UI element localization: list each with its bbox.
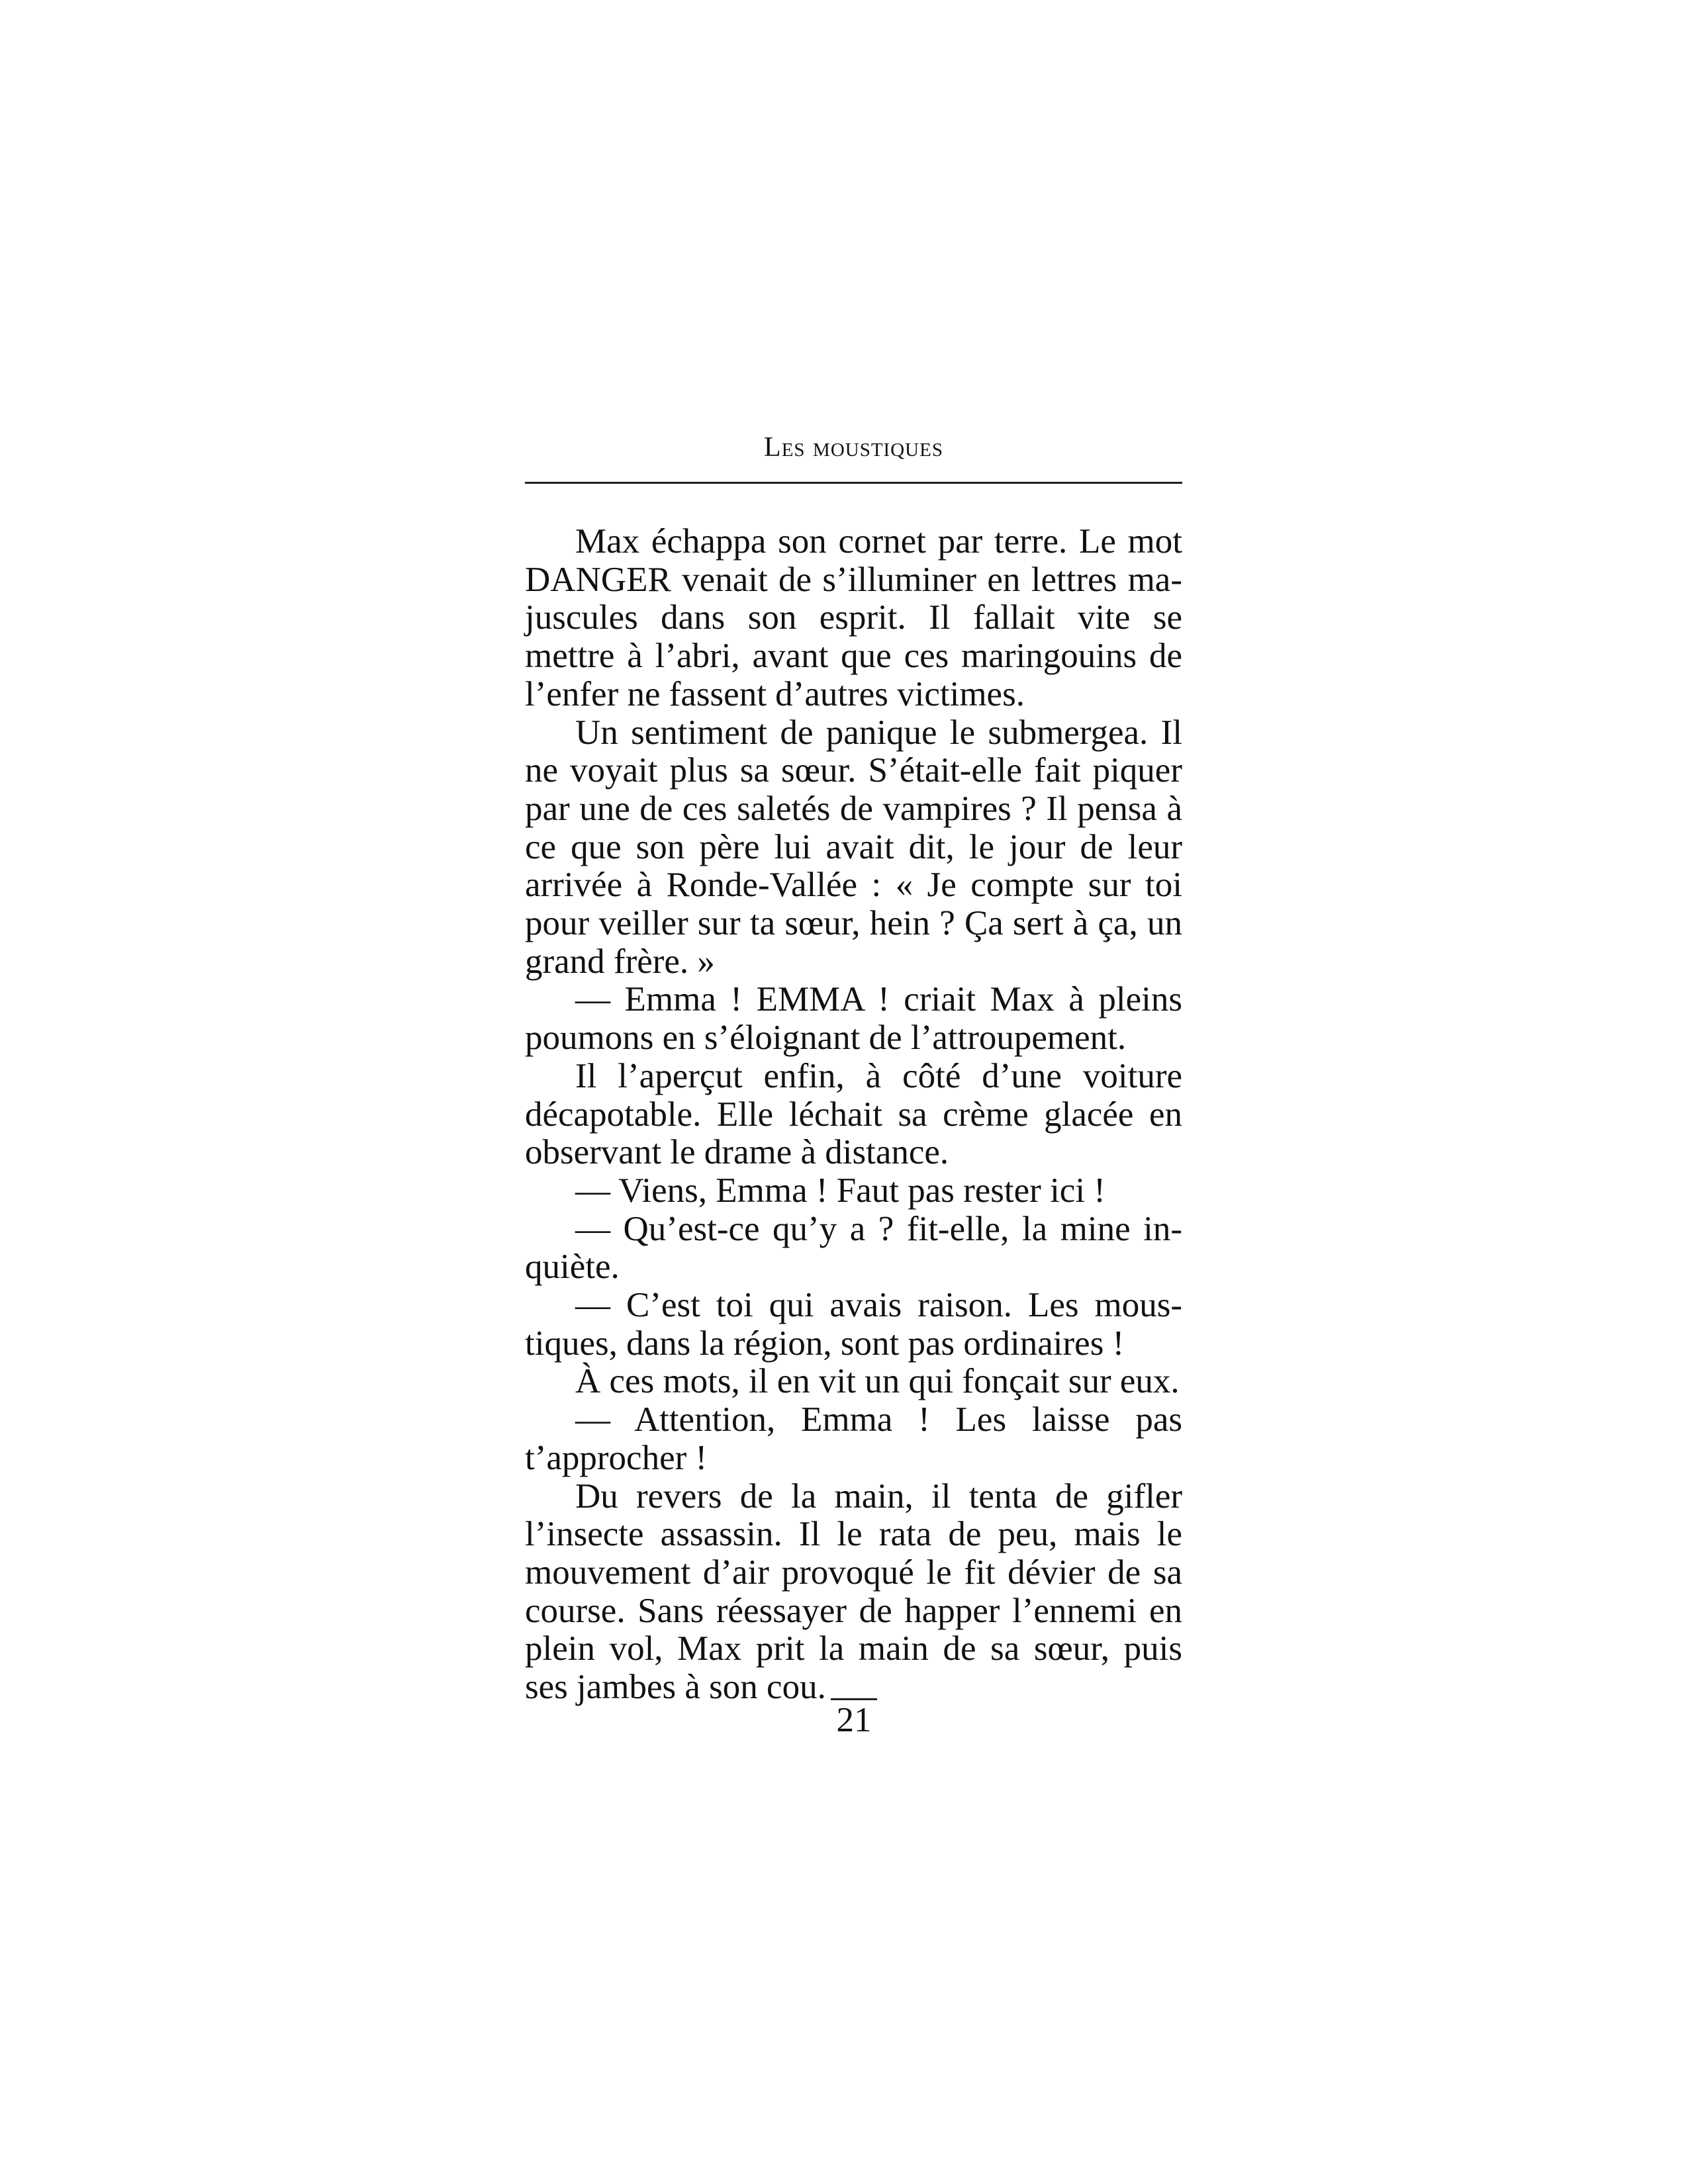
running-head: Les moustiques bbox=[764, 432, 943, 463]
paragraph: Il l’aperçut enfin, à côté d’une voiture décapotable. Elle léchait sa crème glacée en observant le drame à distance. bbox=[525, 1056, 1182, 1172]
paragraph: À ces mots, il en vit un qui fonçait sur eux. bbox=[575, 1362, 1180, 1401]
paragraph: — Viens, Emma ! Faut pas rester ici ! bbox=[575, 1171, 1105, 1210]
body-text bbox=[525, 523, 1182, 1707]
paragraph: — Emma ! EMMA ! criait Max à pleins poumons en s’éloignant de l’attroupement. bbox=[525, 980, 1182, 1058]
paragraph: Un sentiment de panique le submergea. Il ne voyait plus sa sœur. S’était-elle fait piquer par une de ces saletés de vampires ? Il pensa à ce que son père lui avait dit, le jour de leur arrivée à Ronde-Vallée : « Je compte sur toi pour veiller sur ta sœur, hein ? Ça sert à ça, un grand frère. » bbox=[525, 713, 1182, 981]
paragraph: — C’est toi qui avais raison. Les moustiques, dans la région, sont pas ordinaires ! bbox=[525, 1286, 1182, 1363]
paragraph: Du revers de la main, il tenta de gifler l’insecte assassin. Il le rata de peu, mais le mouvement d’air provoqué le fit dévier de sa course. Sans réessayer de happer l’ennemi en plein vol, Max prit la main de sa sœur, puis ses jambes à son cou. bbox=[525, 1477, 1182, 1707]
page-number: 21 bbox=[831, 1698, 877, 1738]
paragraph: Max échappa son cornet par terre. Le mot DANGER venait de s’illuminer en lettres majuscules dans son esprit. Il fallait vite se mettre à l’abri, avant que ces maringouins de l’enfer ne fassent d’autres victimes. bbox=[525, 522, 1182, 713]
header-rule bbox=[525, 482, 1182, 484]
paragraph: — Attention, Emma ! Les laisse pas t’approcher ! bbox=[525, 1400, 1182, 1477]
paragraph: — Qu’est-ce qu’y a ? fit-elle, la mine inquiète. bbox=[525, 1209, 1182, 1287]
